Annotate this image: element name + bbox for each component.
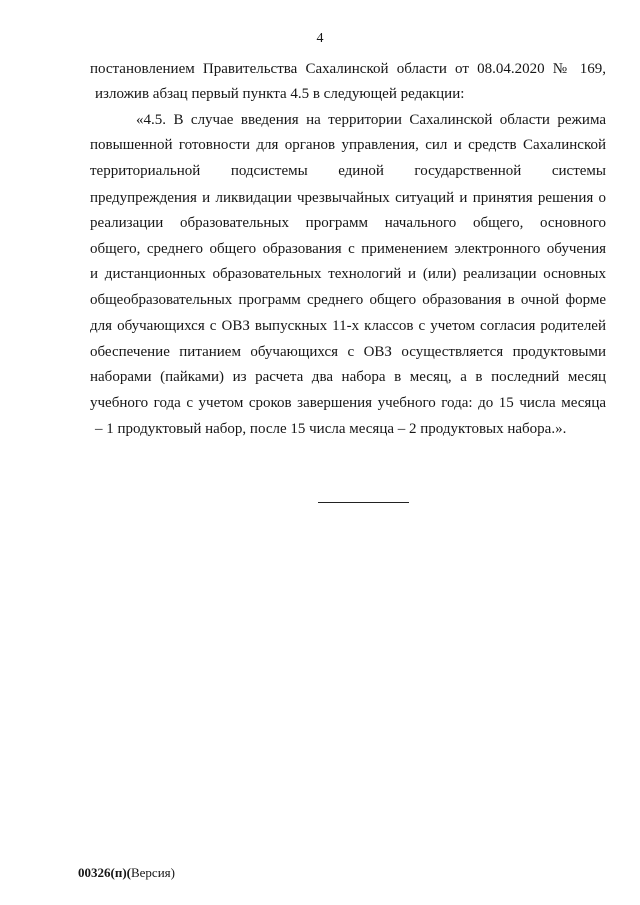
doc-code: 00326(п)( — [78, 865, 131, 880]
quoted-line: общего, среднего общего образования с применением электронного обучения — [90, 241, 606, 257]
quoted-line: предупреждения и ликвидации чрезвычайных ситуаций и принятия решения о — [90, 190, 606, 206]
quoted-line: территориальной подсистемы единой государственной системы — [90, 163, 606, 179]
quoted-line: реализации образовательных программ начального общего, основного — [90, 215, 606, 231]
quoted-line: повышенной готовности для органов управления, сил и средств Сахалинской — [90, 137, 606, 153]
page-number: 4 — [316, 31, 324, 46]
quoted-line: общеобразовательных программ среднего общего образования в очной форме — [90, 292, 606, 308]
quoted-line: обеспечение питанием обучающихся с ОВЗ осуществляется продуктовыми — [90, 344, 606, 360]
quoted-line: «4.5. В случае введения на территории Сахалинской области режима — [136, 112, 606, 128]
closing-rule — [318, 502, 409, 503]
version-label: Версия) — [130, 865, 175, 880]
quoted-line: и дистанционных образовательных технологий и (или) реализации основных — [90, 266, 606, 282]
quoted-line: учебного года с учетом сроков завершения учебного года: до 15 числа месяца — [90, 395, 606, 411]
footer-doc-code — [78, 865, 175, 880]
quoted-line: наборами (пайками) из расчета два набора в месяц, а в последний месяц — [90, 369, 606, 385]
intro-line: постановлением Правительства Сахалинской области от 08.04.2020 № 169, — [90, 61, 606, 77]
quoted-line: – 1 продуктовый набор, после 15 числа месяца – 2 продуктовых набора.». — [95, 421, 567, 437]
intro-line: изложив абзац первый пункта 4.5 в следующей редакции: — [95, 86, 465, 102]
quoted-line: для обучающихся с ОВЗ выпускных 11-х классов с учетом согласия родителей — [90, 318, 606, 334]
